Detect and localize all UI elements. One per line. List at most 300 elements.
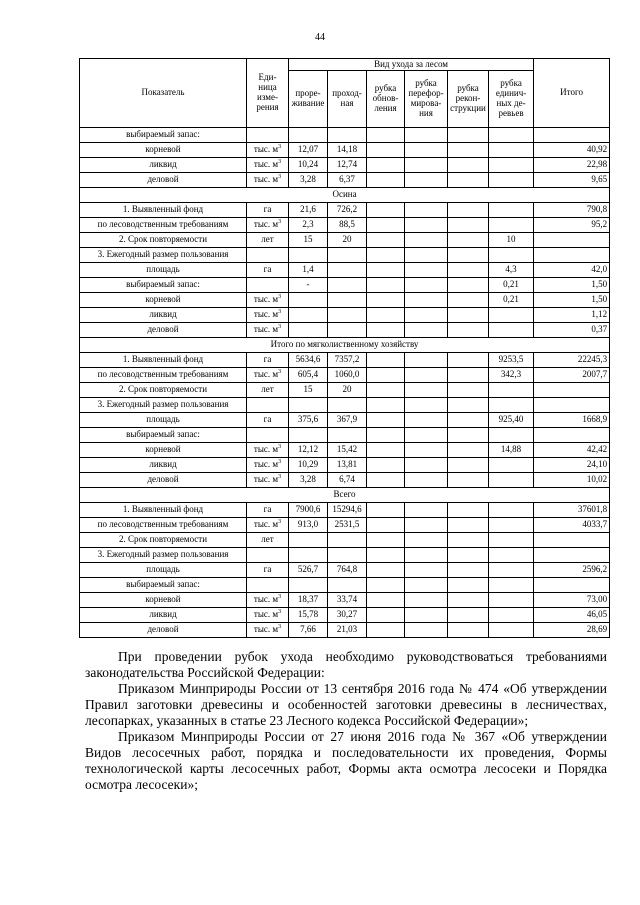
cell-renewal	[367, 563, 405, 578]
cell-reconstruction	[448, 173, 489, 188]
cell-reconstruction	[448, 503, 489, 518]
row-label: по лесоводственным требованиям	[80, 368, 247, 383]
cell-renewal	[367, 233, 405, 248]
cell-reformation	[405, 203, 448, 218]
cell-single-trees	[489, 623, 534, 638]
cell-thinning	[289, 578, 328, 593]
row-unit	[247, 458, 289, 473]
cell-thinning: 21,6	[289, 203, 328, 218]
table-row	[80, 143, 610, 158]
row-label: 2. Срок повторяемости	[80, 233, 247, 248]
cell-thinning: 5634,6	[289, 353, 328, 368]
unit-text: тыс. м	[253, 474, 279, 485]
row-label: корневой	[80, 293, 247, 308]
row-label: ликвид	[80, 308, 247, 323]
unit-text: тыс. м	[253, 519, 279, 530]
cell-reformation	[405, 263, 448, 278]
unit-superscript: 3	[278, 144, 282, 151]
cell-total: 4033,7	[534, 518, 610, 533]
cell-total	[534, 428, 610, 443]
row-unit	[247, 248, 289, 263]
row-unit	[247, 173, 289, 188]
cell-thinning: 7900,6	[289, 503, 328, 518]
cell-renewal	[367, 218, 405, 233]
cell-single-trees	[489, 398, 534, 413]
row-label: деловой	[80, 323, 247, 338]
cell-reconstruction	[448, 233, 489, 248]
cell-reconstruction	[448, 278, 489, 293]
cell-passage	[328, 293, 367, 308]
row-label: деловой	[80, 623, 247, 638]
cell-renewal	[367, 458, 405, 473]
unit-superscript: 3	[278, 444, 282, 451]
section-row	[80, 188, 610, 203]
table-body	[80, 128, 610, 638]
row-label: ликвид	[80, 458, 247, 473]
cell-reconstruction	[448, 623, 489, 638]
cell-thinning: 375,6	[289, 413, 328, 428]
cell-total: 1668,9	[534, 413, 610, 428]
row-label: корневой	[80, 443, 247, 458]
row-unit	[247, 623, 289, 638]
section-title: Осина	[80, 188, 610, 203]
row-label: деловой	[80, 173, 247, 188]
unit-superscript: 3	[278, 219, 282, 226]
table-row	[80, 458, 610, 473]
cell-passage: 367,9	[328, 413, 367, 428]
table-row	[80, 578, 610, 593]
unit-text: тыс. м	[253, 144, 279, 155]
unit-superscript: 3	[278, 324, 282, 331]
row-unit	[247, 518, 289, 533]
cell-reconstruction	[448, 548, 489, 563]
unit-superscript: 3	[278, 594, 282, 601]
row-label: 2. Срок повторяемости	[80, 383, 247, 398]
cell-thinning	[289, 248, 328, 263]
header-unit: Еди- ница изме- рения	[247, 59, 289, 128]
cell-total	[534, 383, 610, 398]
cell-reformation	[405, 383, 448, 398]
cell-single-trees: 9253,5	[489, 353, 534, 368]
cell-single-trees	[489, 323, 534, 338]
row-label: выбираемый запас:	[80, 128, 247, 143]
section-row	[80, 338, 610, 353]
cell-renewal	[367, 608, 405, 623]
header-passage: проход- ная	[328, 71, 367, 128]
row-unit	[247, 263, 289, 278]
cell-total: 0,37	[534, 323, 610, 338]
row-label: по лесоводственным требованиям	[80, 218, 247, 233]
cell-single-trees	[489, 563, 534, 578]
unit-text: лет	[261, 234, 274, 245]
cell-reconstruction	[448, 443, 489, 458]
cell-passage: 6,74	[328, 473, 367, 488]
cell-passage	[328, 323, 367, 338]
cell-reformation	[405, 428, 448, 443]
cell-passage: 15294,6	[328, 503, 367, 518]
cell-reconstruction	[448, 368, 489, 383]
cell-passage	[328, 428, 367, 443]
cell-passage	[328, 398, 367, 413]
row-label: ликвид	[80, 608, 247, 623]
cell-passage: 88,5	[328, 218, 367, 233]
row-unit	[247, 383, 289, 398]
cell-reconstruction	[448, 143, 489, 158]
cell-passage	[328, 128, 367, 143]
table-row	[80, 563, 610, 578]
cell-reformation	[405, 353, 448, 368]
cell-reconstruction	[448, 413, 489, 428]
table-row	[80, 428, 610, 443]
table-row	[80, 308, 610, 323]
section-title: Итого по мягколиственному хозяйству	[80, 338, 610, 353]
row-unit	[247, 353, 289, 368]
cell-reconstruction	[448, 218, 489, 233]
cell-single-trees	[489, 158, 534, 173]
header-reconstruction: рубка рекон- струкции	[448, 71, 489, 128]
cell-total: 9,65	[534, 173, 610, 188]
cell-passage: 12,74	[328, 158, 367, 173]
unit-text: га	[263, 204, 272, 215]
cell-reformation	[405, 413, 448, 428]
row-label: 3. Ежегодный размер пользования	[80, 548, 247, 563]
cell-total	[534, 233, 610, 248]
unit-text: тыс. м	[253, 309, 279, 320]
cell-total	[534, 248, 610, 263]
table-row	[80, 368, 610, 383]
cell-thinning	[289, 323, 328, 338]
cell-reformation	[405, 293, 448, 308]
paragraph-1: При проведении рубок ухода необходимо руководствоваться требованиями законодательства Российской Федерации:	[85, 649, 607, 680]
cell-single-trees	[489, 578, 534, 593]
table-row	[80, 443, 610, 458]
cell-thinning	[289, 548, 328, 563]
cell-renewal	[367, 158, 405, 173]
cell-reconstruction	[448, 533, 489, 548]
unit-text: тыс. м	[253, 369, 279, 380]
cell-total: 42,0	[534, 263, 610, 278]
cell-reformation	[405, 158, 448, 173]
cell-total: 95,2	[534, 218, 610, 233]
cell-single-trees: 4,3	[489, 263, 534, 278]
cell-reformation	[405, 533, 448, 548]
cell-reconstruction	[448, 158, 489, 173]
cell-renewal	[367, 173, 405, 188]
cell-single-trees: 342,3	[489, 368, 534, 383]
cell-total: 2007,7	[534, 368, 610, 383]
unit-text: лет	[261, 534, 274, 545]
unit-superscript: 3	[278, 459, 282, 466]
cell-reformation	[405, 278, 448, 293]
cell-reformation	[405, 443, 448, 458]
cell-reconstruction	[448, 563, 489, 578]
row-unit	[247, 398, 289, 413]
table-row	[80, 128, 610, 143]
row-unit	[247, 158, 289, 173]
cell-single-trees	[489, 518, 534, 533]
cell-reformation	[405, 623, 448, 638]
table-row	[80, 353, 610, 368]
cell-reformation	[405, 473, 448, 488]
cell-single-trees: 925,40	[489, 413, 534, 428]
cell-thinning: 526,7	[289, 563, 328, 578]
header-thinning: проре- живание	[289, 71, 328, 128]
unit-superscript: 3	[278, 159, 282, 166]
cell-total: 22,98	[534, 158, 610, 173]
table-row	[80, 248, 610, 263]
cell-renewal	[367, 203, 405, 218]
cell-reconstruction	[448, 263, 489, 278]
cell-single-trees	[489, 218, 534, 233]
row-unit	[247, 233, 289, 248]
cell-reformation	[405, 458, 448, 473]
cell-single-trees	[489, 533, 534, 548]
table-row	[80, 218, 610, 233]
cell-reformation	[405, 218, 448, 233]
cell-passage: 13,81	[328, 458, 367, 473]
cell-total: 46,05	[534, 608, 610, 623]
cell-reconstruction	[448, 608, 489, 623]
unit-superscript: 3	[278, 294, 282, 301]
cell-reformation	[405, 128, 448, 143]
cell-renewal	[367, 503, 405, 518]
unit-superscript: 3	[278, 474, 282, 481]
row-unit	[247, 428, 289, 443]
forest-care-table	[79, 58, 610, 638]
row-label: 1. Выявленный фонд	[80, 353, 247, 368]
unit-superscript: 3	[278, 624, 282, 631]
cell-passage: 7357,2	[328, 353, 367, 368]
cell-reconstruction	[448, 458, 489, 473]
cell-total	[534, 398, 610, 413]
cell-thinning: 3,28	[289, 473, 328, 488]
table-row	[80, 383, 610, 398]
cell-renewal	[367, 398, 405, 413]
cell-thinning: 15,78	[289, 608, 328, 623]
unit-text: тыс. м	[253, 324, 279, 335]
row-label: 1. Выявленный фонд	[80, 503, 247, 518]
cell-thinning	[289, 398, 328, 413]
paragraph-3: Приказом Минприроды России от 27 июня 2016 года № 367 «Об утверждении Видов лесосечных работ, порядка и последовательности их проведения, Формы технологической карты лесосечных работ, Формы акта осмотра лесосеки и Порядка осмотра лесосеки»;	[85, 729, 607, 792]
row-label: площадь	[80, 413, 247, 428]
cell-reconstruction	[448, 428, 489, 443]
header-reformation: рубка перефор- мирова- ния	[405, 71, 448, 128]
row-label: 3. Ежегодный размер пользования	[80, 248, 247, 263]
table-row	[80, 323, 610, 338]
row-unit	[247, 203, 289, 218]
row-label: 1. Выявленный фонд	[80, 203, 247, 218]
cell-reconstruction	[448, 593, 489, 608]
cell-reconstruction	[448, 473, 489, 488]
cell-reconstruction	[448, 353, 489, 368]
row-unit	[247, 368, 289, 383]
cell-renewal	[367, 413, 405, 428]
row-label: корневой	[80, 593, 247, 608]
row-label: площадь	[80, 563, 247, 578]
cell-passage	[328, 578, 367, 593]
table-row	[80, 278, 610, 293]
section-row	[80, 488, 610, 503]
cell-passage: 15,42	[328, 443, 367, 458]
unit-superscript: 3	[278, 309, 282, 316]
cell-single-trees: 0,21	[489, 278, 534, 293]
row-label: 3. Ежегодный размер пользования	[80, 398, 247, 413]
cell-total: 1,12	[534, 308, 610, 323]
header-indicator: Показатель	[80, 59, 247, 128]
row-unit	[247, 578, 289, 593]
table-row	[80, 203, 610, 218]
cell-reconstruction	[448, 308, 489, 323]
cell-thinning	[289, 293, 328, 308]
cell-passage	[328, 308, 367, 323]
cell-passage: 21,03	[328, 623, 367, 638]
cell-total: 24,10	[534, 458, 610, 473]
table-row	[80, 548, 610, 563]
header-renewal: рубка обнов- ления	[367, 71, 405, 128]
cell-single-trees	[489, 203, 534, 218]
cell-total: 2596,2	[534, 563, 610, 578]
table-row	[80, 263, 610, 278]
unit-text: тыс. м	[253, 444, 279, 455]
unit-text: тыс. м	[253, 609, 279, 620]
cell-passage: 2531,5	[328, 518, 367, 533]
unit-superscript: 3	[278, 174, 282, 181]
cell-single-trees	[489, 608, 534, 623]
row-unit	[247, 143, 289, 158]
cell-renewal	[367, 308, 405, 323]
cell-single-trees	[489, 128, 534, 143]
row-unit	[247, 128, 289, 143]
table-row	[80, 518, 610, 533]
row-unit	[247, 218, 289, 233]
cell-passage	[328, 248, 367, 263]
cell-passage: 1060,0	[328, 368, 367, 383]
cell-reformation	[405, 578, 448, 593]
row-label: деловой	[80, 473, 247, 488]
header-care-type-group: Вид ухода за лесом	[289, 59, 534, 71]
cell-total	[534, 578, 610, 593]
table-row	[80, 398, 610, 413]
cell-thinning: 10,24	[289, 158, 328, 173]
cell-renewal	[367, 578, 405, 593]
unit-text: тыс. м	[253, 459, 279, 470]
cell-reconstruction	[448, 203, 489, 218]
row-unit	[247, 278, 289, 293]
cell-single-trees	[489, 383, 534, 398]
cell-total: 1,50	[534, 293, 610, 308]
cell-reformation	[405, 173, 448, 188]
cell-renewal	[367, 128, 405, 143]
cell-renewal	[367, 383, 405, 398]
row-unit	[247, 473, 289, 488]
cell-thinning: 18,37	[289, 593, 328, 608]
unit-text: га	[263, 264, 272, 275]
cell-reconstruction	[448, 128, 489, 143]
cell-total: 1,50	[534, 278, 610, 293]
cell-total: 40,92	[534, 143, 610, 158]
cell-single-trees	[489, 473, 534, 488]
cell-reformation	[405, 548, 448, 563]
cell-single-trees	[489, 458, 534, 473]
table-row	[80, 593, 610, 608]
cell-renewal	[367, 353, 405, 368]
cell-reformation	[405, 563, 448, 578]
cell-single-trees	[489, 173, 534, 188]
cell-renewal	[367, 623, 405, 638]
row-label: площадь	[80, 263, 247, 278]
cell-single-trees	[489, 248, 534, 263]
row-unit	[247, 308, 289, 323]
table-row	[80, 533, 610, 548]
row-unit	[247, 443, 289, 458]
cell-reformation	[405, 518, 448, 533]
cell-thinning: 1,4	[289, 263, 328, 278]
cell-reconstruction	[448, 323, 489, 338]
cell-thinning: 15	[289, 233, 328, 248]
cell-passage: 6,37	[328, 173, 367, 188]
cell-renewal	[367, 248, 405, 263]
cell-reconstruction	[448, 293, 489, 308]
section-title: Всего	[80, 488, 610, 503]
table-row	[80, 473, 610, 488]
table-row	[80, 623, 610, 638]
row-unit	[247, 503, 289, 518]
cell-total: 37601,8	[534, 503, 610, 518]
row-label: выбираемый запас:	[80, 428, 247, 443]
body-text	[85, 649, 607, 793]
cell-passage	[328, 263, 367, 278]
cell-total: 42,42	[534, 443, 610, 458]
cell-renewal	[367, 593, 405, 608]
cell-reconstruction	[448, 518, 489, 533]
row-label: корневой	[80, 143, 247, 158]
cell-thinning: 913,0	[289, 518, 328, 533]
cell-thinning	[289, 128, 328, 143]
cell-renewal	[367, 278, 405, 293]
row-label: выбираемый запас:	[80, 578, 247, 593]
row-unit	[247, 413, 289, 428]
cell-reformation	[405, 398, 448, 413]
row-unit	[247, 293, 289, 308]
cell-thinning: 7,66	[289, 623, 328, 638]
cell-reformation	[405, 248, 448, 263]
table-row	[80, 158, 610, 173]
cell-total: 73,00	[534, 593, 610, 608]
row-unit	[247, 548, 289, 563]
cell-renewal	[367, 323, 405, 338]
cell-passage: 726,2	[328, 203, 367, 218]
header-single-trees: рубка единич- ных де- ревьев	[489, 71, 534, 128]
cell-thinning: 2,3	[289, 218, 328, 233]
cell-passage: 20	[328, 383, 367, 398]
cell-single-trees: 10	[489, 233, 534, 248]
cell-renewal	[367, 473, 405, 488]
table-header	[80, 59, 610, 128]
cell-passage: 764,8	[328, 563, 367, 578]
row-unit	[247, 323, 289, 338]
cell-renewal	[367, 533, 405, 548]
cell-total: 22245,3	[534, 353, 610, 368]
cell-single-trees: 0,21	[489, 293, 534, 308]
cell-reformation	[405, 608, 448, 623]
page-number: 44	[315, 32, 325, 43]
table-row	[80, 173, 610, 188]
cell-renewal	[367, 428, 405, 443]
cell-reconstruction	[448, 248, 489, 263]
unit-text: тыс. м	[253, 219, 279, 230]
cell-passage	[328, 548, 367, 563]
cell-thinning	[289, 308, 328, 323]
